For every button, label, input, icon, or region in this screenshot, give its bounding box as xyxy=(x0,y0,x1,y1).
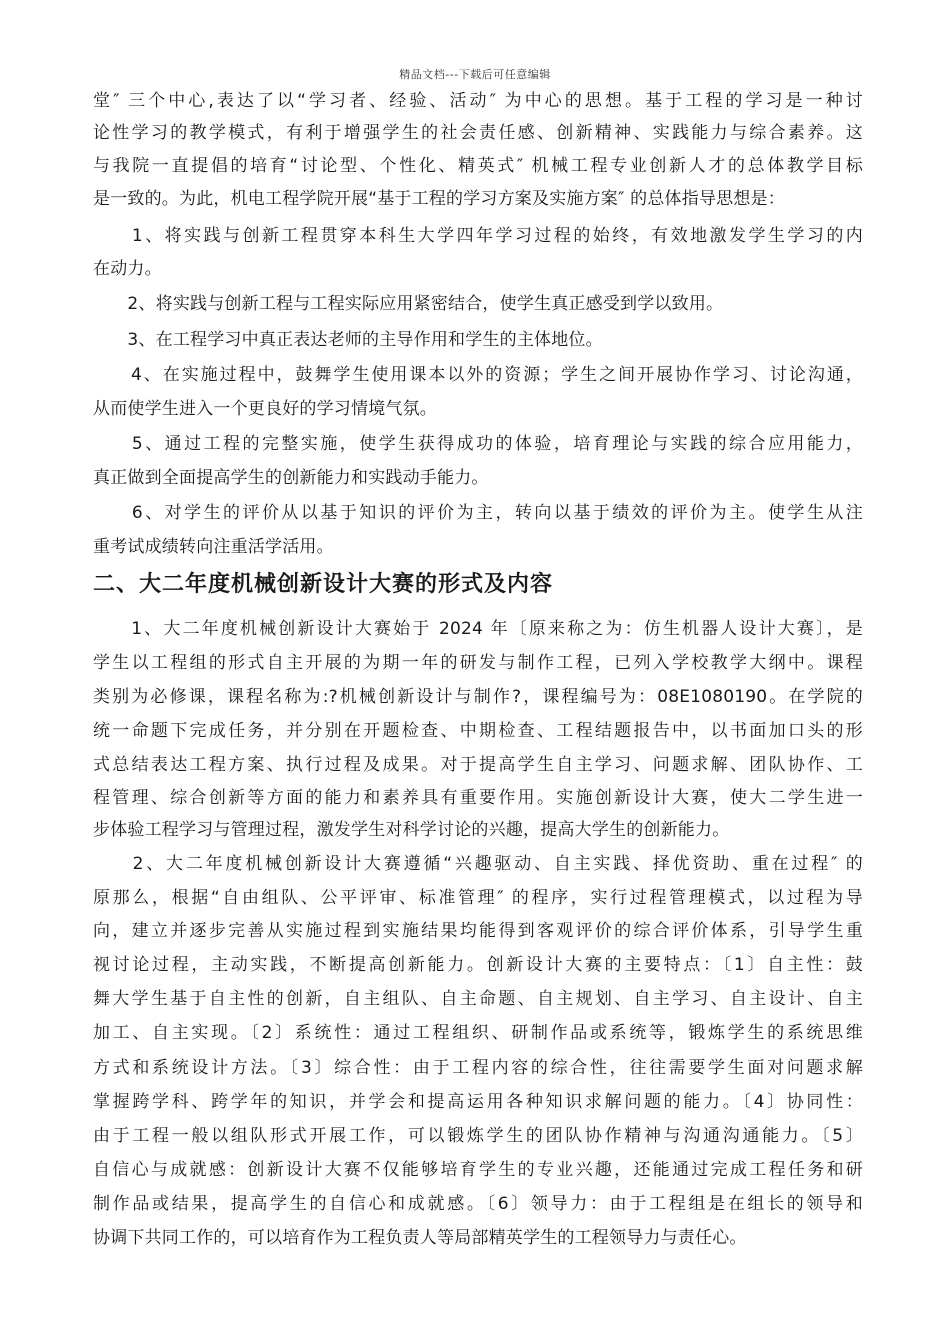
list-item-line: 重考试成绩转向注重活学活用。 xyxy=(93,537,334,557)
list-item-line: 4、在实施过程中，鼓舞学生使用课本以外的资源；学生之间开展协作学习、讨论沟通， xyxy=(93,365,863,385)
paragraph-line: 制作品或结果，提高学生的自信心和成就感。〔6〕领导力：由于工程组是在组长的领导和 xyxy=(93,1194,863,1214)
paragraph-line: 掌握跨学科、跨学年的知识，并学会和提高运用各种知识求解问题的能力。〔4〕协同性： xyxy=(93,1092,863,1112)
paragraph-line: 堂″ 三个中心,表达了以“学习者、经验、活动″ 为中心的思想。基于工程的学习是一种讨 xyxy=(93,91,863,111)
paragraph-line: 程管理、综合创新等方面的能力和素养具有重要作用。实施创新设计大赛，使大二学生进一 xyxy=(93,788,863,808)
paragraph-line: 向，建立并逐步完善从实施过程到实施结果均能得到客观评价的综合评价体系，引导学生重 xyxy=(93,921,863,941)
paragraph-line: 与我院一直提倡的培育“讨论型、个性化、精英式″ 机械工程专业创新人才的总体教学目标 xyxy=(93,156,863,176)
paragraph-line: 类别为必修课，课程名称为:?机械创新设计与制作?，课程编号为：08E1080190。在学院的 xyxy=(93,687,863,707)
paragraph-line: 学生以工程组的形式自主开展的为期一年的研发与制作工程，已列入学校教学大纲中。课程 xyxy=(93,653,863,673)
paragraph-line: 方式和系统设计方法。〔3〕综合性：由于工程内容的综合性，往往需要学生面对问题求解 xyxy=(93,1058,863,1078)
list-item-line: 2、将实践与创新工程与工程实际应用紧密结合，使学生真正感受到学以致用。 xyxy=(93,294,724,314)
paragraph-line: 是一致的。为此，机电工程学院开展“基于工程的学习方案及实施方案″ 的总体指导思想是： xyxy=(93,189,785,209)
section-heading: 二、大二年度机械创新设计大赛的形式及内容 xyxy=(93,572,554,597)
header-note: 精品文档---下载后可任意编辑 xyxy=(399,68,551,81)
paragraph-line: 式总结表达工程方案、执行过程及成果。对于提高学生自主学习、问题求解、团队协作、工 xyxy=(93,755,863,775)
paragraph-line: 由于工程一般以组队形式开展工作，可以锻炼学生的团队协作精神与沟通沟通能力。〔5〕 xyxy=(93,1126,863,1146)
list-item-line: 1、将实践与创新工程贯穿本科生大学四年学习过程的始终，有效地激发学生学习的内 xyxy=(93,226,863,246)
list-item-line: 在动力。 xyxy=(93,259,162,279)
list-item-line: 6、对学生的评价从以基于知识的评价为主，转向以基于绩效的评价为主。使学生从注 xyxy=(93,503,863,523)
paragraph-line: 加工、自主实现。〔2〕系统性：通过工程组织、研制作品或系统等，锻炼学生的系统思维 xyxy=(93,1023,863,1043)
paragraph-line: 协调下共同工作的，可以培育作为工程负责人等局部精英学生的工程领导力与责任心。 xyxy=(93,1228,747,1248)
list-item-line: 5、通过工程的完整实施，使学生获得成功的体验，培育理论与实践的综合应用能力， xyxy=(93,434,863,454)
paragraph-line: 舞大学生基于自主性的创新，自主组队、自主命题、自主规划、自主学习、自主设计、自主 xyxy=(93,989,863,1009)
paragraph-line: 统一命题下完成任务，并分别在开题检查、中期检查、工程结题报告中，以书面加口头的形 xyxy=(93,721,863,741)
paragraph-line: 1、大二年度机械创新设计大赛始于 2024 年〔原来称之为：仿生机器人设计大赛〕，是 xyxy=(93,619,863,639)
paragraph-line: 论性学习的教学模式，有利于增强学生的社会责任感、创新精神、实践能力与综合素养。这 xyxy=(93,123,863,143)
list-item-line: 真正做到全面提高学生的创新能力和实践动手能力。 xyxy=(93,468,489,488)
paragraph-line: 2、大二年度机械创新设计大赛遵循“兴趣驱动、自主实践、择优资助、重在过程″ 的 xyxy=(93,854,863,874)
paragraph-line: 步体验工程学习与管理过程，激发学生对科学讨论的兴趣，提高大学生的创新能力。 xyxy=(93,820,730,840)
paragraph-line: 自信心与成就感：创新设计大赛不仅能够培育学生的专业兴趣，还能通过完成工程任务和研 xyxy=(93,1160,863,1180)
list-item-line: 从而使学生进入一个更良好的学习情境气氛。 xyxy=(93,399,437,419)
paragraph-line: 原那么，根据“自由组队、公平评审、标准管理″ 的程序，实行过程管理模式，以过程为导 xyxy=(93,888,863,908)
list-item-line: 3、在工程学习中真正表达老师的主导作用和学生的主体地位。 xyxy=(93,330,603,350)
paragraph-line: 视讨论过程，主动实践，不断提高创新能力。创新设计大赛的主要特点：〔1〕自主性：鼓 xyxy=(93,955,863,975)
